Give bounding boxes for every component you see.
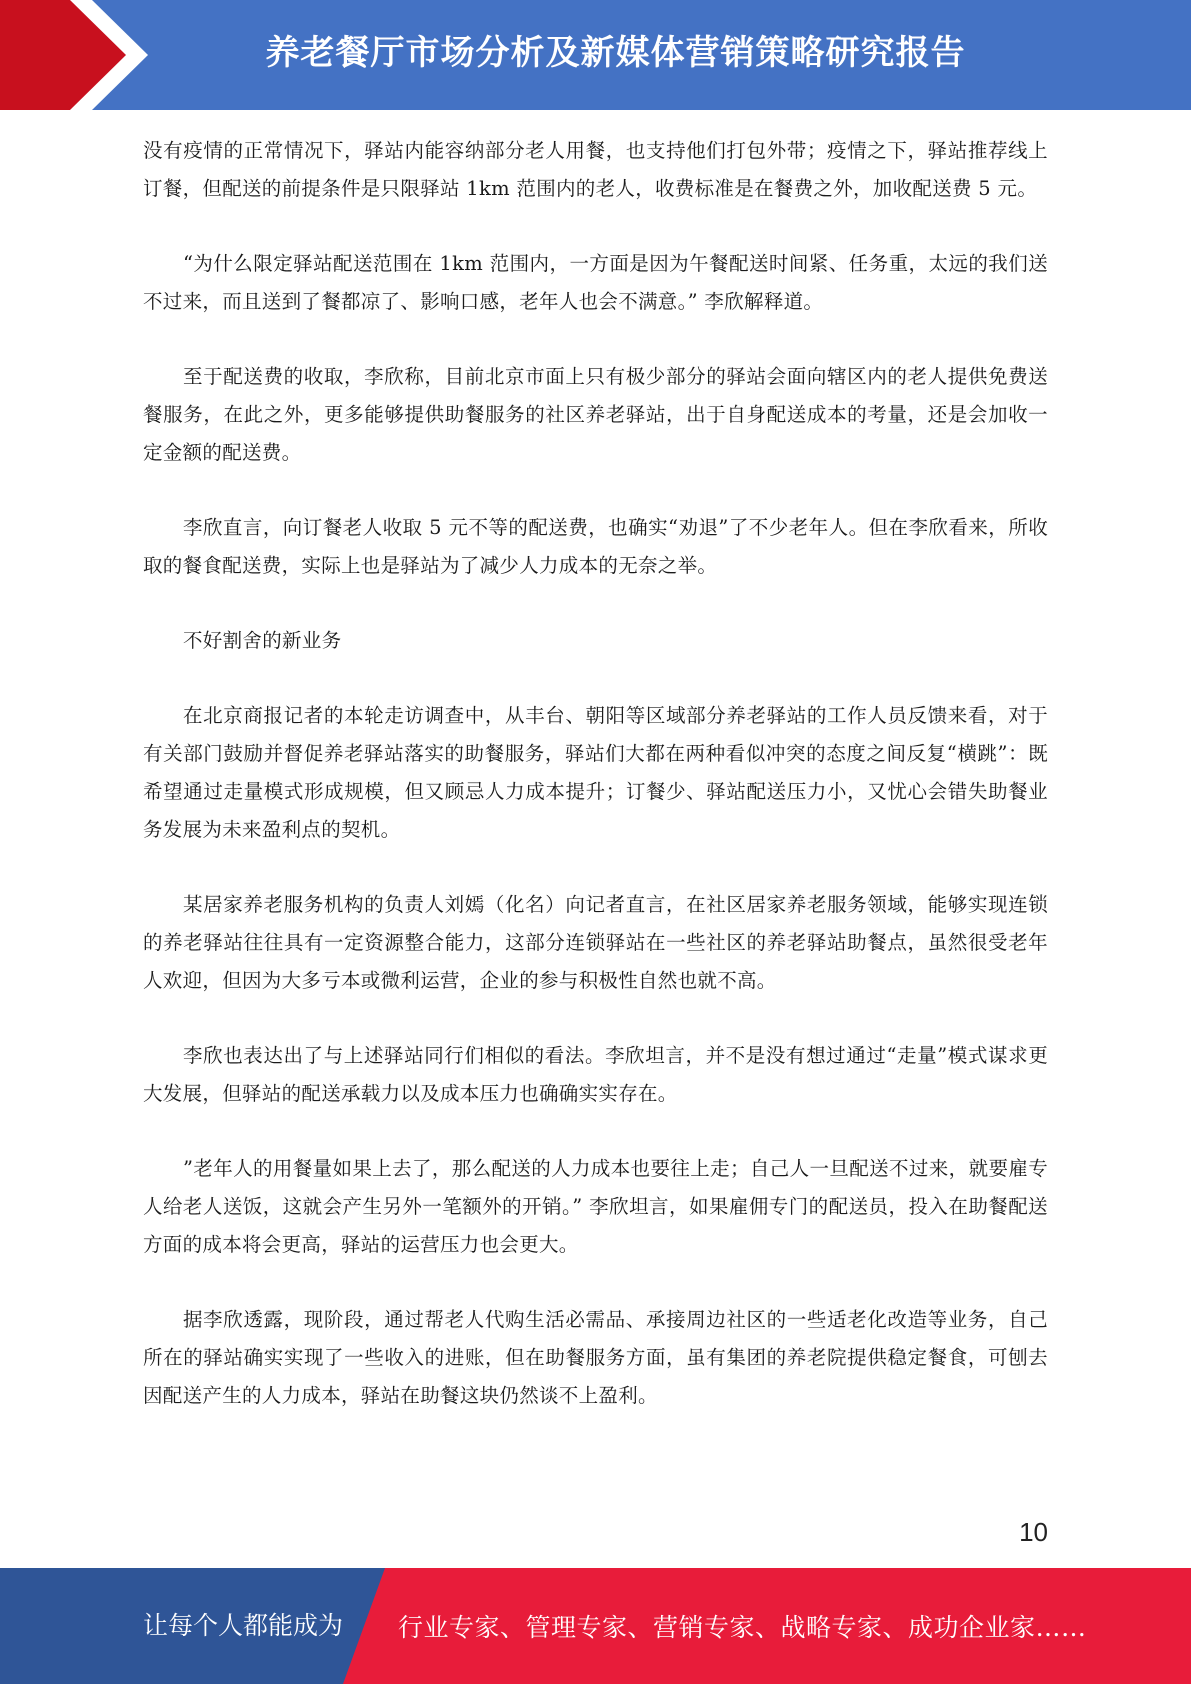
header-arrow-decoration <box>0 0 150 110</box>
paragraph: 某居家养老服务机构的负责人刘嫣（化名）向记者直言，在社区居家养老服务领域，能够实现连锁的养老驿站往往具有一定资源整合能力，这部分连锁驿站在一些社区的养老驿站助餐点，虽然很受老年人欢迎，但因为大多亏本或微利运营，企业的参与积极性自然也就不高。 <box>143 893 1048 992</box>
paragraph: 李欣也表达出了与上述驿站同行们相似的看法。李欣坦言，并不是没有想过通过“走量”模式谋求更大发展，但驿站的配送承载力以及成本压力也确确实实存在。 <box>143 1044 1048 1105</box>
paragraph: 在北京商报记者的本轮走访调查中，从丰台、朝阳等区域部分养老驿站的工作人员反馈来看，对于有关部门鼓励并督促养老驿站落实的助餐服务，驿站们大都在两种看似冲突的态度之间反复“横跳”：既希望通过走量模式形成规模，但又顾忌人力成本提升；订餐少、驿站配送压力小，又忧心会错失助餐业务发展为未来盈利点的契机。 <box>143 704 1048 841</box>
page-header <box>0 0 1191 110</box>
page-footer <box>0 1568 1191 1684</box>
paragraph: 没有疫情的正常情况下，驿站内能容纳部分老人用餐，也支持他们打包外带；疫情之下，驿站推荐线上订餐，但配送的前提条件是只限驿站 1km 范围内的老人，收费标准是在餐费之外，加收配送费 5 元。 <box>143 139 1048 200</box>
report-title: 养老餐厅市场分析及新媒体营销策略研究报告 <box>265 33 966 73</box>
paragraph: 据李欣透露，现阶段，通过帮老人代购生活必需品、承接周边社区的一些适老化改造等业务，自己所在的驿站确实实现了一些收入的进账，但在助餐服务方面，虽有集团的养老院提供稳定餐食，可刨去因配送产生的人力成本，驿站在助餐这块仍然谈不上盈利。 <box>143 1308 1048 1407</box>
article-body <box>143 132 1048 1452</box>
paragraph: 至于配送费的收取，李欣称，目前北京市面上只有极少部分的驿站会面向辖区内的老人提供免费送餐服务，在此之外，更多能够提供助餐服务的社区养老驿站，出于自身配送成本的考量，还是会加收一定金额的配送费。 <box>143 365 1048 464</box>
paragraph: “为什么限定驿站配送范围在 1km 范围内，一方面是因为午餐配送时间紧、任务重，太远的我们送不过来，而且送到了餐都凉了、影响口感，老年人也会不满意。” 李欣解释道。 <box>143 252 1048 313</box>
footer-slogan-left: 让每个人都能成为 <box>143 1611 344 1640</box>
section-subheading: 不好割舍的新业务 <box>183 629 342 652</box>
paragraph: ”老年人的用餐量如果上去了，那么配送的人力成本也要往上走；自己人一旦配送不过来，就要雇专人给老人送饭，这就会产生另外一笔额外的开销。” 李欣坦言，如果雇佣专门的配送员，投入在助餐配送方面的成本将会更高，驿站的运营压力也会更大。 <box>143 1157 1048 1256</box>
page-number: 10 <box>1019 1517 1048 1547</box>
footer-slogan-right: 行业专家、管理专家、营销专家、战略专家、成功企业家…… <box>398 1613 1087 1642</box>
paragraph: 李欣直言，向订餐老人收取 5 元不等的配送费，也确实“劝退”了不少老年人。但在李欣看来，所收取的餐食配送费，实际上也是驿站为了减少人力成本的无奈之举。 <box>143 516 1048 577</box>
